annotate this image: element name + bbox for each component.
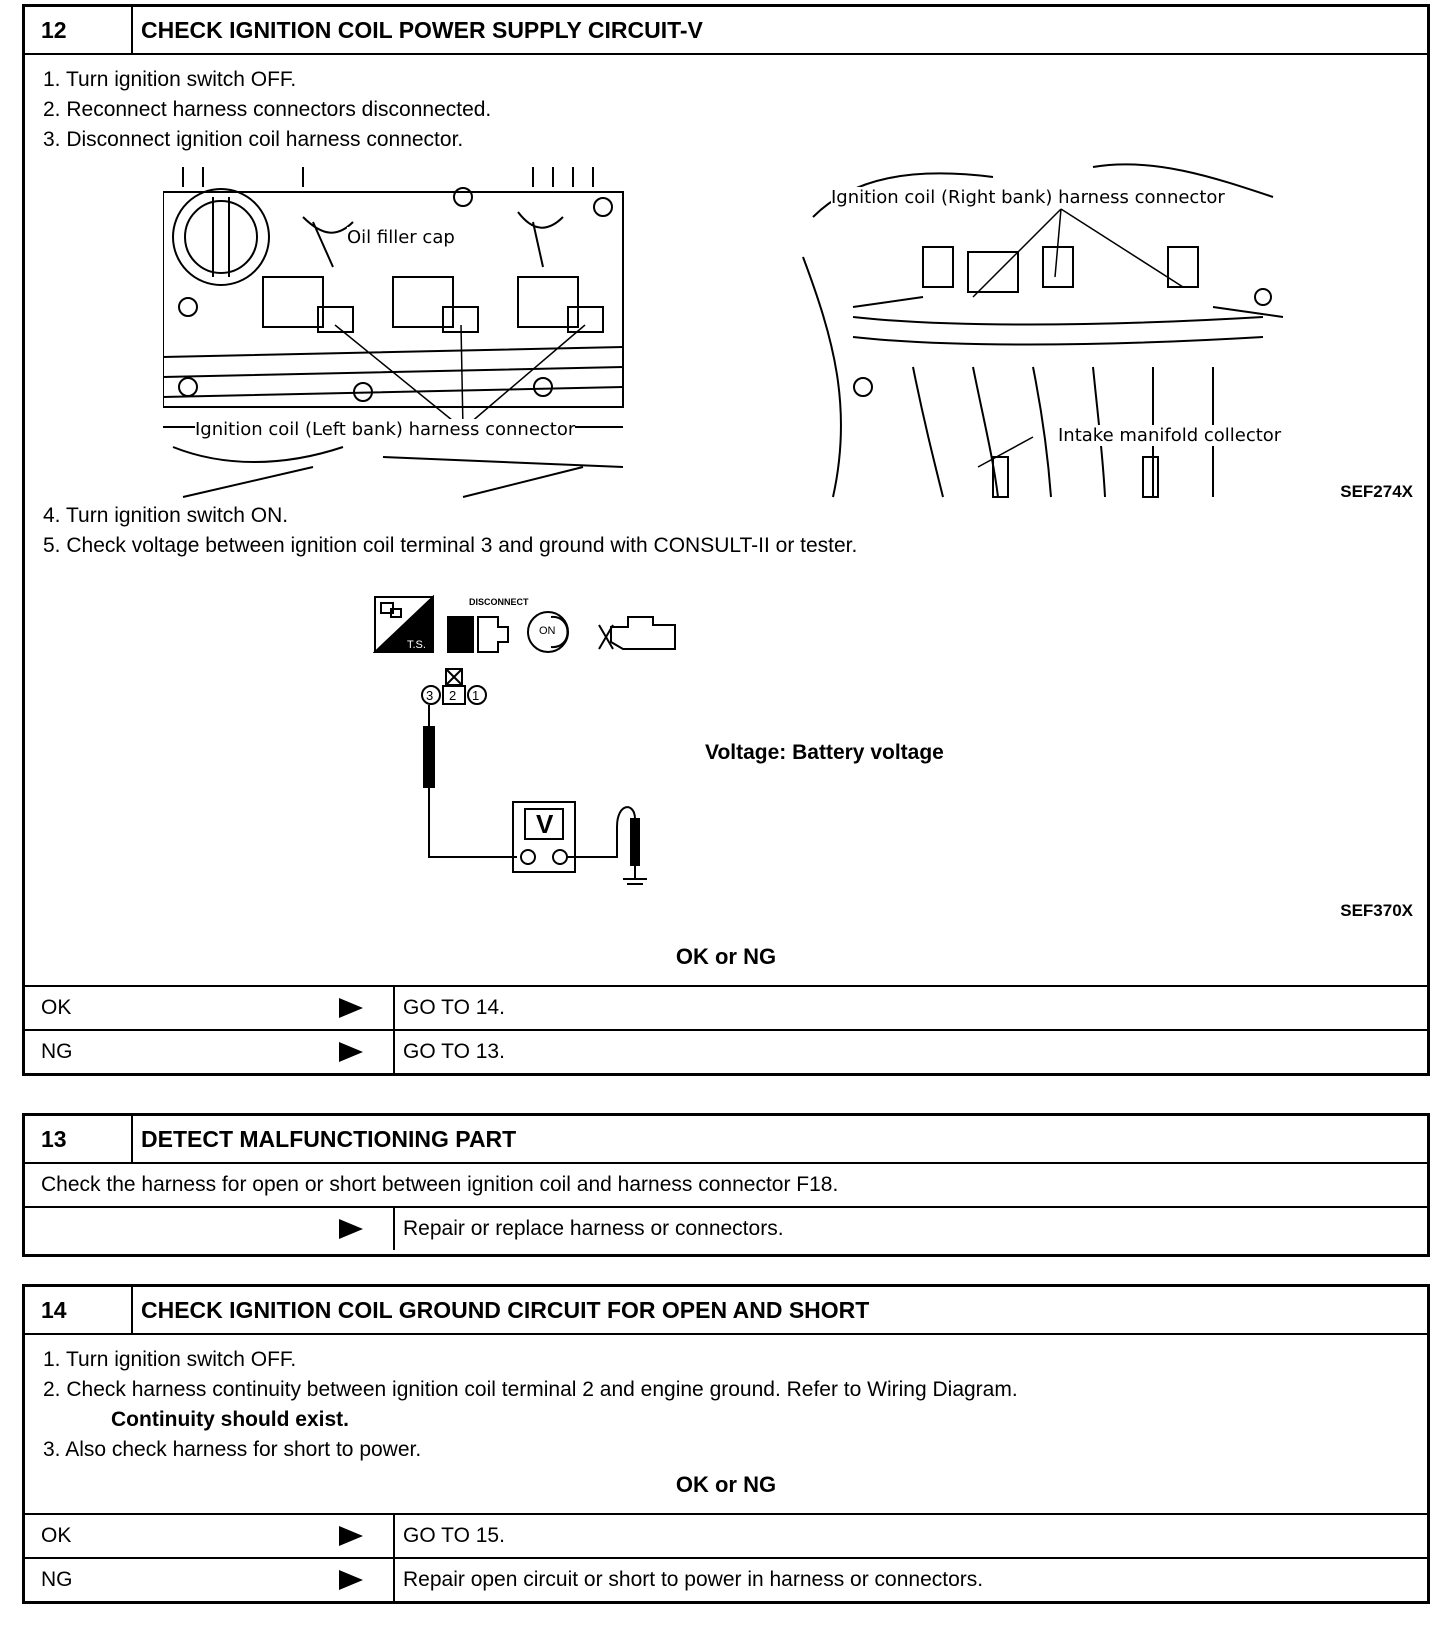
instruction-step: 2. Reconnect harness connectors disconnected. xyxy=(43,98,492,121)
step-number: 13 xyxy=(25,1116,133,1162)
instruction-list xyxy=(25,55,1427,155)
right-arrow-icon xyxy=(339,1526,363,1546)
terminal-2: 2 xyxy=(449,688,457,703)
result-label: NG xyxy=(41,1568,73,1591)
instruction-step: 3. Also check harness for short to power. xyxy=(43,1438,422,1461)
result-label: OK xyxy=(41,1524,72,1547)
result-action: Repair open circuit or short to power in harness or connectors. xyxy=(403,1568,984,1591)
step-title: CHECK IGNITION COIL GROUND CIRCUIT FOR OPEN AND SHORT xyxy=(141,1296,870,1323)
engine-left-bank-drawing xyxy=(163,167,645,512)
engine-right-bank-figure xyxy=(793,157,1293,512)
result-row xyxy=(25,1206,1427,1250)
step-12-box xyxy=(22,4,1430,1076)
instruction-list xyxy=(25,501,857,561)
result-row-ok xyxy=(25,985,1427,1029)
result-row-ok xyxy=(25,1513,1427,1557)
step-13-box xyxy=(22,1113,1430,1257)
ts-label: T.S. xyxy=(407,639,426,651)
result-action: GO TO 13. xyxy=(403,1040,505,1063)
result-table xyxy=(25,985,1427,1073)
step-12-header xyxy=(25,7,1427,55)
instruction-step: 1. Turn ignition switch OFF. xyxy=(43,1348,297,1371)
voltage-check-diagram xyxy=(373,587,703,887)
result-table xyxy=(25,1513,1427,1601)
instruction-note: Continuity should exist. xyxy=(111,1408,350,1431)
instruction-step: 1. Turn ignition switch OFF. xyxy=(43,68,297,91)
instruction-list xyxy=(25,1335,1427,1465)
result-label: NG xyxy=(41,1040,73,1063)
right-bank-connector-label: Ignition coil (Right bank) harness connector xyxy=(831,187,1225,208)
engine-left-bank-figure xyxy=(163,167,645,512)
figure-code: SEF370X xyxy=(1340,901,1413,920)
disconnect-label: DISCONNECT xyxy=(469,597,529,607)
result-row-ng xyxy=(25,1557,1427,1601)
step-number: 14 xyxy=(25,1287,133,1333)
meter-v-label: V xyxy=(536,809,554,839)
ignition-on-label: ON xyxy=(539,625,556,637)
step-title: CHECK IGNITION COIL POWER SUPPLY CIRCUIT-V xyxy=(141,16,703,43)
result-row-ng xyxy=(25,1029,1427,1073)
instruction-step: 3. Disconnect ignition coil harness connector. xyxy=(43,128,464,151)
result-action: GO TO 15. xyxy=(403,1524,505,1547)
result-action: Repair or replace harness or connectors. xyxy=(403,1217,784,1240)
terminal-3: 3 xyxy=(426,688,434,703)
instruction-step: 2. Check harness continuity between ignition coil terminal 2 and engine ground. Refer to Wiring Diagram. xyxy=(43,1378,1018,1401)
voltage-check-figure xyxy=(373,587,703,887)
result-label: OK xyxy=(41,996,72,1019)
figure-code: SEF274X xyxy=(1340,482,1413,501)
step-13-header xyxy=(25,1116,1427,1164)
right-arrow-icon xyxy=(339,1042,363,1062)
instruction-step: 5. Check voltage between ignition coil terminal 3 and ground with CONSULT-II or tester. xyxy=(43,534,858,557)
step-13-text: Check the harness for open or short between ignition coil and harness connector F18. xyxy=(41,1173,839,1196)
result-action: GO TO 14. xyxy=(403,996,505,1019)
engine-right-bank-drawing xyxy=(793,157,1293,512)
ok-or-ng-label: OK or NG xyxy=(675,1472,777,1497)
right-arrow-icon xyxy=(339,1219,363,1239)
intake-collector-label: Intake manifold collector xyxy=(1058,425,1282,446)
step-number: 12 xyxy=(25,7,133,53)
instruction-step: 4. Turn ignition switch ON. xyxy=(43,504,289,527)
right-arrow-icon xyxy=(339,998,363,1018)
left-bank-connector-label: Ignition coil (Left bank) harness connector xyxy=(195,419,576,440)
step-14-header xyxy=(25,1287,1427,1335)
right-arrow-icon xyxy=(339,1570,363,1590)
oil-filler-cap-label: Oil filler cap xyxy=(347,227,455,248)
terminal-1: 1 xyxy=(472,688,480,703)
voltage-spec: Voltage: Battery voltage xyxy=(705,741,944,764)
step-title: DETECT MALFUNCTIONING PART xyxy=(141,1125,517,1152)
ok-or-ng-label: OK or NG xyxy=(675,944,777,969)
step-14-box xyxy=(22,1284,1430,1604)
